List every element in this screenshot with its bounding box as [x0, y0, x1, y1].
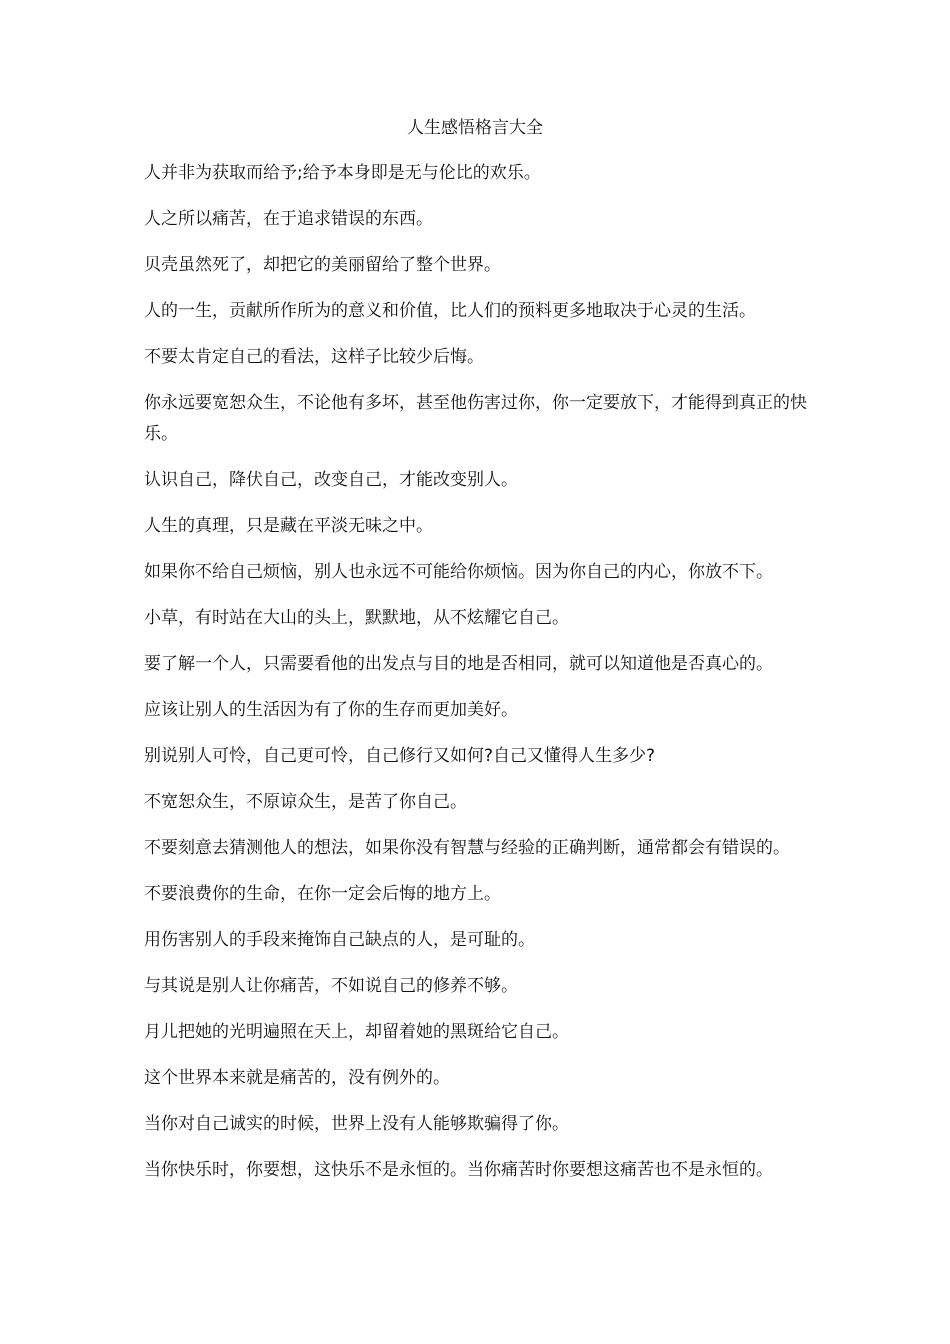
quote-item: 人并非为获取而给予;给予本身即是无与伦比的欢乐。: [144, 163, 541, 183]
quote-item: 别说别人可怜，自己更可怜，自己修行又如何?自己又懂得人生多少?: [144, 746, 656, 766]
quote-item: 认识自己，降伏自己，改变自己，才能改变别人。: [144, 470, 518, 490]
quote-item: 要了解一个人，只需要看他的出发点与目的地是否相同，就可以知道他是否真心的。: [144, 654, 773, 674]
quote-item: 小草，有时站在大山的头上，默默地，从不炫耀它自己。: [144, 608, 569, 628]
quote-item: 当你快乐时，你要想，这快乐不是永恒的。当你痛苦时你要想这痛苦也不是永恒的。: [144, 1160, 773, 1180]
quote-item: 不要刻意去猜测他人的想法，如果你没有智慧与经验的正确判断，通常都会有错误的。: [144, 838, 790, 858]
quote-item: 不宽恕众生，不原谅众生，是苦了你自己。: [144, 792, 467, 812]
quote-item: 不要浪费你的生命，在你一定会后悔的地方上。: [144, 884, 501, 904]
quote-item: 人的一生，贡献所作所为的意义和价值，比人们的预料更多地取决于心灵的生活。: [144, 301, 756, 321]
quote-item: 你永远要宽恕众生，不论他有多坏，甚至他伤害过你，你一定要放下，才能得到真正的快乐。: [144, 393, 807, 444]
quote-list: [144, 158, 824, 1201]
document-title: 人生感悟格言大全: [407, 118, 543, 138]
quote-item: 贝壳虽然死了，却把它的美丽留给了整个世界。: [144, 255, 501, 275]
quote-item: 人之所以痛苦，在于追求错误的东西。: [144, 209, 433, 229]
quote-item: 月儿把她的光明遍照在天上，却留着她的黑斑给它自己。: [144, 1022, 569, 1042]
quote-item: 如果你不给自己烦恼，别人也永远不可能给你烦恼。因为你自己的内心，你放不下。: [144, 562, 773, 582]
quote-item: 当你对自己诚实的时候，世界上没有人能够欺骗得了你。: [144, 1114, 569, 1134]
quote-item: 不要太肯定自己的看法，这样子比较少后悔。: [144, 347, 484, 367]
quote-item: 用伤害别人的手段来掩饰自己缺点的人，是可耻的。: [144, 930, 535, 950]
quote-item: 与其说是别人让你痛苦，不如说自己的修养不够。: [144, 976, 518, 996]
quote-item: 这个世界本来就是痛苦的，没有例外的。: [144, 1068, 450, 1088]
quote-item: 人生的真理，只是藏在平淡无味之中。: [144, 516, 433, 536]
quote-item: 应该让别人的生活因为有了你的生存而更加美好。: [144, 700, 518, 720]
